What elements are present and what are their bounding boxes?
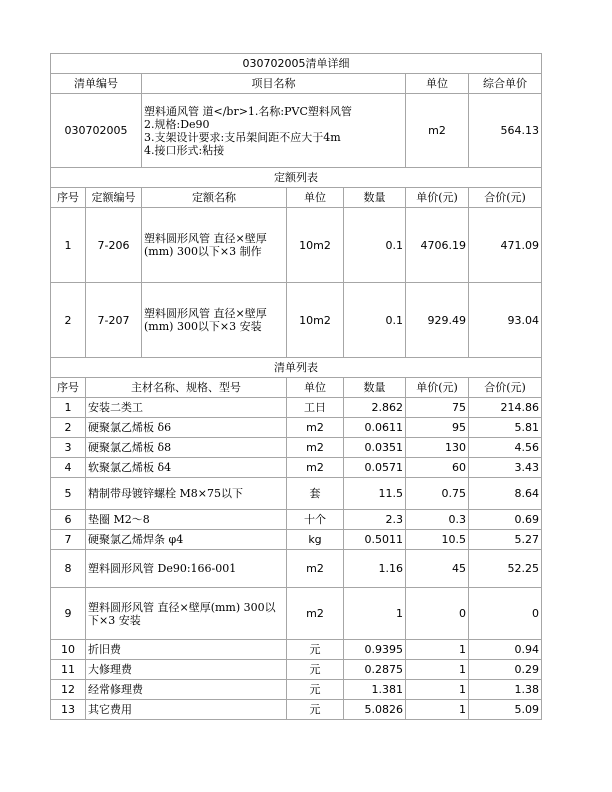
header-name: 项目名称 [142, 74, 406, 94]
list-total: 5.27 [469, 530, 542, 550]
quota-header-total: 合价(元) [469, 188, 542, 208]
list-qty: 1.16 [344, 550, 406, 588]
list-total: 8.64 [469, 478, 542, 510]
list-row [51, 478, 542, 510]
item-price: 564.13 [469, 94, 542, 168]
list-header-no: 序号 [51, 378, 86, 398]
list-qty: 5.0826 [344, 700, 406, 720]
list-price: 45 [406, 550, 469, 588]
list-qty: 1 [344, 588, 406, 640]
list-row [51, 398, 542, 418]
list-row [51, 550, 542, 588]
list-unit: 元 [287, 660, 344, 680]
list-no: 2 [51, 418, 86, 438]
list-name: 硬聚氯乙烯焊条 φ4 [86, 530, 287, 550]
list-price: 1 [406, 680, 469, 700]
list-qty: 0.5011 [344, 530, 406, 550]
list-total: 214.86 [469, 398, 542, 418]
list-name: 经常修理费 [86, 680, 287, 700]
list-section-title: 清单列表 [51, 358, 542, 378]
list-no: 1 [51, 398, 86, 418]
list-price: 130 [406, 438, 469, 458]
quota-no: 2 [51, 283, 86, 358]
item-desc-line: 塑料通风管 道</br>1.名称:PVC塑料风管 [144, 104, 352, 118]
list-price: 0.3 [406, 510, 469, 530]
quota-section-title: 定额列表 [51, 168, 542, 188]
list-name: 安装二类工 [86, 398, 287, 418]
list-total: 5.09 [469, 700, 542, 720]
list-header-row [51, 378, 542, 398]
list-price: 75 [406, 398, 469, 418]
quota-unit: 10m2 [287, 283, 344, 358]
list-total: 0 [469, 588, 542, 640]
list-qty: 1.381 [344, 680, 406, 700]
list-header-unit: 单位 [287, 378, 344, 398]
list-total: 4.56 [469, 438, 542, 458]
list-price: 0.75 [406, 478, 469, 510]
list-price: 60 [406, 458, 469, 478]
list-qty: 0.0351 [344, 438, 406, 458]
item-row [51, 94, 542, 168]
quota-name: 塑料圆形风管 直径×壁厚(mm) 300以下×3 制作 [142, 208, 287, 283]
list-header-name: 主材名称、规格、型号 [86, 378, 287, 398]
list-row [51, 438, 542, 458]
quota-code: 7-206 [86, 208, 142, 283]
list-row [51, 418, 542, 438]
list-name: 大修理费 [86, 660, 287, 680]
quota-no: 1 [51, 208, 86, 283]
list-name: 硬聚氯乙烯板 δ6 [86, 418, 287, 438]
header-unit: 单位 [406, 74, 469, 94]
list-qty: 11.5 [344, 478, 406, 510]
item-desc-line: 2.规格:De90 [144, 117, 210, 131]
quota-row [51, 208, 542, 283]
quota-qty: 0.1 [344, 208, 406, 283]
list-no: 4 [51, 458, 86, 478]
header-code: 清单编号 [51, 74, 142, 94]
list-unit: 套 [287, 478, 344, 510]
list-total: 52.25 [469, 550, 542, 588]
quota-header-no: 序号 [51, 188, 86, 208]
list-row [51, 458, 542, 478]
list-total: 0.29 [469, 660, 542, 680]
list-unit: 十个 [287, 510, 344, 530]
bill-detail-table [50, 53, 542, 720]
quota-header-code: 定额编号 [86, 188, 142, 208]
list-qty: 0.0611 [344, 418, 406, 438]
list-qty: 2.3 [344, 510, 406, 530]
quota-unit: 10m2 [287, 208, 344, 283]
list-header-qty: 数量 [344, 378, 406, 398]
title-row [51, 54, 542, 74]
list-no: 8 [51, 550, 86, 588]
list-qty: 0.9395 [344, 640, 406, 660]
list-no: 13 [51, 700, 86, 720]
list-no: 9 [51, 588, 86, 640]
list-unit: 工日 [287, 398, 344, 418]
list-header-total: 合价(元) [469, 378, 542, 398]
quota-header-unit: 单位 [287, 188, 344, 208]
list-unit: m2 [287, 438, 344, 458]
list-price: 1 [406, 640, 469, 660]
list-name: 塑料圆形风管 直径×壁厚(mm) 300以下×3 安装 [86, 588, 287, 640]
list-no: 10 [51, 640, 86, 660]
table-title: 030702005清单详细 [51, 54, 542, 74]
list-name: 塑料圆形风管 De90:166-001 [86, 550, 287, 588]
list-row [51, 588, 542, 640]
list-qty: 0.0571 [344, 458, 406, 478]
list-unit: 元 [287, 640, 344, 660]
list-unit: m2 [287, 458, 344, 478]
quota-price: 4706.19 [406, 208, 469, 283]
header-row [51, 74, 542, 94]
list-price: 1 [406, 700, 469, 720]
list-qty: 0.2875 [344, 660, 406, 680]
list-row [51, 680, 542, 700]
list-price: 0 [406, 588, 469, 640]
list-no: 3 [51, 438, 86, 458]
list-name: 折旧费 [86, 640, 287, 660]
list-section-row [51, 358, 542, 378]
quota-price: 929.49 [406, 283, 469, 358]
list-unit: 元 [287, 700, 344, 720]
list-row [51, 510, 542, 530]
quota-header-row [51, 188, 542, 208]
list-qty: 2.862 [344, 398, 406, 418]
list-total: 3.43 [469, 458, 542, 478]
list-no: 5 [51, 478, 86, 510]
list-no: 7 [51, 530, 86, 550]
list-no: 6 [51, 510, 86, 530]
item-code: 030702005 [51, 94, 142, 168]
quota-header-name: 定额名称 [142, 188, 287, 208]
list-row [51, 530, 542, 550]
list-total: 5.81 [469, 418, 542, 438]
quota-code: 7-207 [86, 283, 142, 358]
list-price: 1 [406, 660, 469, 680]
list-name: 软聚氯乙烯板 δ4 [86, 458, 287, 478]
list-name: 硬聚氯乙烯板 δ8 [86, 438, 287, 458]
item-description [142, 94, 406, 168]
list-unit: m2 [287, 418, 344, 438]
quota-name: 塑料圆形风管 直径×壁厚(mm) 300以下×3 安装 [142, 283, 287, 358]
list-name: 精制带母镀锌螺栓 M8×75以下 [86, 478, 287, 510]
list-row [51, 700, 542, 720]
list-row [51, 660, 542, 680]
list-price: 10.5 [406, 530, 469, 550]
list-name: 垫圈 M2～8 [86, 510, 287, 530]
list-total: 1.38 [469, 680, 542, 700]
quota-header-qty: 数量 [344, 188, 406, 208]
list-total: 0.94 [469, 640, 542, 660]
list-unit: 元 [287, 680, 344, 700]
header-price: 综合单价 [469, 74, 542, 94]
list-unit: m2 [287, 588, 344, 640]
item-unit: m2 [406, 94, 469, 168]
quota-section-row [51, 168, 542, 188]
list-unit: m2 [287, 550, 344, 588]
list-row [51, 640, 542, 660]
list-no: 11 [51, 660, 86, 680]
item-desc-line: 3.支架设计要求:支吊架间距不应大于4m [144, 130, 341, 144]
list-no: 12 [51, 680, 86, 700]
list-header-price: 单价(元) [406, 378, 469, 398]
list-unit: kg [287, 530, 344, 550]
list-name: 其它费用 [86, 700, 287, 720]
item-desc-line: 4.接口形式:粘接 [144, 143, 225, 157]
quota-header-price: 单价(元) [406, 188, 469, 208]
quota-total: 471.09 [469, 208, 542, 283]
list-total: 0.69 [469, 510, 542, 530]
quota-qty: 0.1 [344, 283, 406, 358]
quota-total: 93.04 [469, 283, 542, 358]
quota-row [51, 283, 542, 358]
list-price: 95 [406, 418, 469, 438]
